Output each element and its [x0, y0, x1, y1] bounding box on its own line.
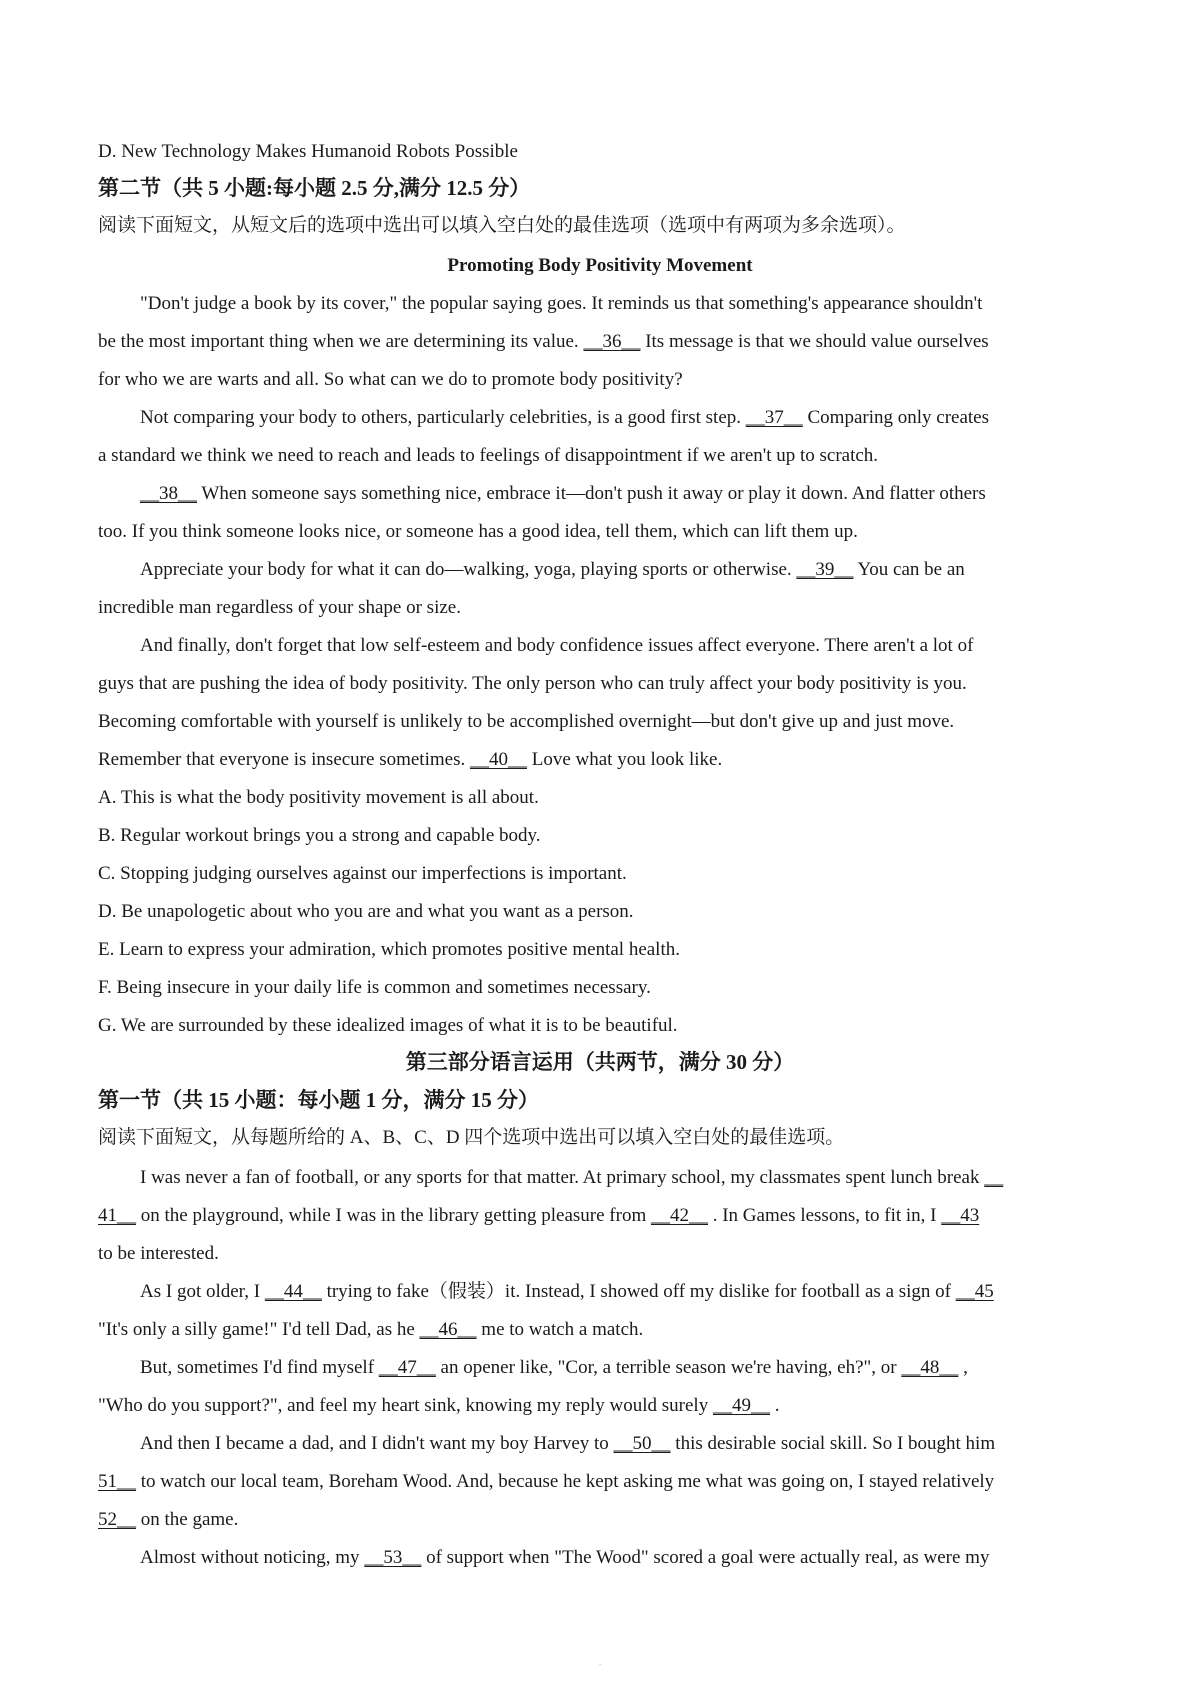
text-run: Love what you look like. — [526, 749, 723, 770]
text-line — [140, 1166, 1003, 1190]
text-line — [98, 748, 722, 772]
answer-blank: __48__ — [901, 1357, 959, 1378]
answer-blank: __38__ — [140, 483, 197, 504]
text-run: to watch our local team, Boreham Wood. And, because he kept asking me what was going on, I stayed relatively — [136, 1471, 995, 1492]
text-line — [140, 1432, 995, 1456]
text-run: on the game. — [136, 1509, 239, 1530]
answer-blank: __40__ — [469, 749, 527, 770]
text-line — [98, 330, 989, 354]
text-line — [98, 140, 518, 164]
answer-blank: __37__ — [745, 407, 803, 428]
text-run: B. Regular workout brings you a strong and capable body. — [98, 825, 541, 846]
text-run: F. Being insecure in your daily life is common and sometimes necessary. — [98, 977, 651, 998]
text-line — [0, 254, 1200, 278]
text-line — [140, 482, 986, 506]
text-run: Almost without noticing, my — [140, 1547, 365, 1568]
text-run: E. Learn to express your admiration, which promotes positive mental health. — [98, 939, 680, 960]
text-run: for who we are warts and all. So what can we do to promote body positivity? — [98, 369, 683, 390]
text-run: Its message is that we should value ourselves — [640, 331, 989, 352]
answer-blank: __42__ — [650, 1205, 708, 1226]
text-line — [140, 1280, 994, 1304]
answer-blank: __ — [984, 1167, 1004, 1188]
answer-blank: __53__ — [364, 1547, 422, 1568]
text-line — [98, 176, 530, 200]
text-run: But, sometimes I'd find myself — [140, 1357, 379, 1378]
text-run: 阅读下面短文，从每题所给的 A、B、C、D 四个选项中选出可以填入空白处的最佳选项。 — [98, 1127, 845, 1148]
text-run: When someone says something nice, embrace it—don't push it away or play it down. And flatter others — [197, 483, 986, 504]
text-line — [98, 520, 858, 544]
text-run: "Who do you support?", and feel my heart sink, knowing my reply would surely — [98, 1395, 713, 1416]
text-line — [140, 292, 982, 316]
text-line — [98, 1508, 238, 1532]
text-run: to be interested. — [98, 1243, 219, 1264]
text-line — [140, 1546, 989, 1570]
text-run: 第三部分语言运用（共两节，满分 30 分） — [405, 1050, 795, 1074]
text-run: G. We are surrounded by these idealized images of what it is to be beautiful. — [98, 1015, 678, 1036]
text-run: . — [769, 1395, 780, 1416]
text-line — [98, 1318, 643, 1342]
answer-blank: 41__ — [98, 1205, 136, 1226]
text-run: too. If you think someone looks nice, or someone has a good idea, tell them, which can lift them up. — [98, 521, 858, 542]
text-run: 第一节（共 15 小题：每小题 1 分，满分 15 分） — [98, 1088, 539, 1112]
text-run: "Don't judge a book by its cover," the popular saying goes. It reminds us that something's appearance shouldn't — [140, 293, 983, 314]
text-line — [98, 672, 967, 696]
answer-blank: __39__ — [796, 559, 854, 580]
text-run: guys that are pushing the idea of body positivity. The only person who can truly affect your body positivity is you. — [98, 673, 967, 694]
text-line — [98, 1470, 994, 1494]
answer-blank: __49__ — [712, 1395, 770, 1416]
text-run: on the playground, while I was in the library getting pleasure from — [136, 1205, 651, 1226]
answer-blank: 52__ — [98, 1509, 136, 1530]
text-line — [98, 710, 954, 734]
text-run: a standard we think we need to reach and leads to feelings of disappointment if we aren't up to scratch. — [98, 445, 879, 466]
text-line — [140, 634, 973, 658]
text-run: A. This is what the body positivity movement is all about. — [98, 787, 539, 808]
text-run: Appreciate your body for what it can do—walking, yoga, playing sports or otherwise. — [140, 559, 797, 580]
text-run: You can be an — [853, 559, 965, 580]
text-run: of support when "The Wood" scored a goal were actually real, as were my — [421, 1547, 990, 1568]
text-run: trying to fake（假装）it. Instead, I showed off my dislike for football as a sign of — [321, 1281, 956, 1302]
text-line — [98, 1204, 979, 1228]
text-line — [140, 406, 989, 430]
text-run: Becoming comfortable with yourself is unlikely to be accomplished overnight—but don't give up and just move. — [98, 711, 955, 732]
text-run: . In Games lessons, to fit in, I — [707, 1205, 942, 1226]
text-run: "It's only a silly game!" I'd tell Dad, as he — [98, 1319, 420, 1340]
text-line — [98, 1126, 844, 1150]
answer-blank: __50__ — [613, 1433, 671, 1454]
text-run: Not comparing your body to others, particularly celebrities, is a good first step. — [140, 407, 746, 428]
text-line — [98, 900, 634, 924]
text-line — [98, 824, 541, 848]
answer-blank: __36__ — [583, 331, 641, 352]
text-line — [98, 368, 683, 392]
text-run: 阅读下面短文，从短文后的选项中选出可以填入空白处的最佳选项（选项中有两项为多余选项）。 — [98, 215, 906, 236]
text-line — [98, 596, 461, 620]
answer-blank: __46__ — [419, 1319, 477, 1340]
text-run: C. Stopping judging ourselves against our imperfections is important. — [98, 863, 627, 884]
text-run: 第二节（共 5 小题:每小题 2.5 分,满分 12.5 分） — [98, 176, 531, 200]
text-line — [98, 786, 539, 810]
text-line — [98, 1088, 539, 1112]
text-line — [140, 1356, 968, 1380]
text-run: Promoting Body Positivity Movement — [447, 255, 753, 276]
text-run: be the most important thing when we are determining its value. — [98, 331, 584, 352]
text-line — [0, 1050, 1200, 1074]
answer-blank: __45 — [955, 1281, 994, 1302]
answer-blank: __43 — [941, 1205, 980, 1226]
text-line — [98, 976, 651, 1000]
text-run: And finally, don't forget that low self-esteem and body confidence issues affect everyone. There aren't a lot of — [140, 635, 974, 656]
footer-mark: · — [598, 1660, 602, 1671]
text-line — [98, 938, 680, 962]
text-run: And then I became a dad, and I didn't want my boy Harvey to — [140, 1433, 614, 1454]
answer-blank: __44__ — [264, 1281, 322, 1302]
text-line — [98, 1394, 779, 1418]
text-run: this desirable social skill. So I bought him — [670, 1433, 996, 1454]
text-run: , — [958, 1357, 968, 1378]
answer-blank: __47__ — [378, 1357, 436, 1378]
text-run: an opener like, "Cor, a terrible season we're having, eh?", or — [435, 1357, 902, 1378]
answer-blank: 51__ — [98, 1471, 136, 1492]
text-line — [98, 1242, 219, 1266]
text-line — [98, 862, 627, 886]
text-run: incredible man regardless of your shape or size. — [98, 597, 461, 618]
text-run: Comparing only creates — [802, 407, 990, 428]
text-line — [140, 558, 965, 582]
text-run: D. Be unapologetic about who you are and what you want as a person. — [98, 901, 634, 922]
text-run: As I got older, I — [140, 1281, 265, 1302]
text-line — [98, 214, 906, 238]
text-run: D. New Technology Makes Humanoid Robots Possible — [98, 141, 518, 162]
text-line — [98, 444, 878, 468]
text-run: me to watch a match. — [476, 1319, 644, 1340]
text-line — [98, 1014, 678, 1038]
text-run: Remember that everyone is insecure sometimes. — [98, 749, 470, 770]
text-run: I was never a fan of football, or any sports for that matter. At primary school, my classmates spent lunch break — [140, 1167, 985, 1188]
